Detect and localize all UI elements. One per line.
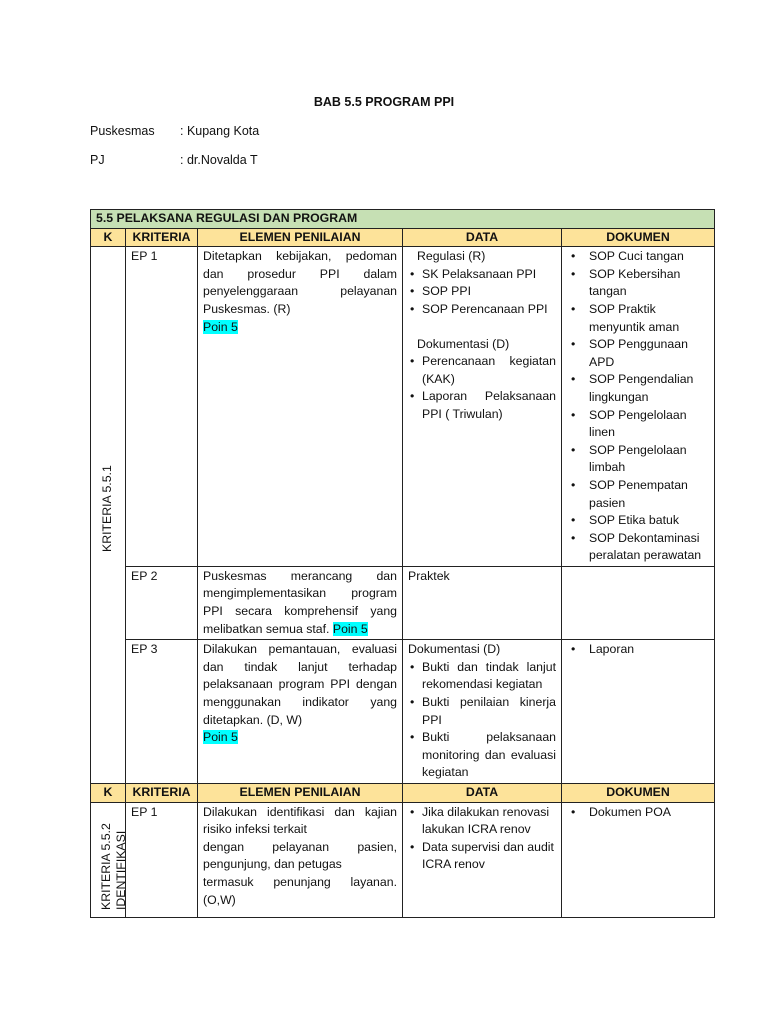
ep3-data-title: Dokumentasi (D) [408,642,501,657]
ep2-text: Puskesmas merancang dan mengimplementasikan program PPI secara komprehensif yang melibatkan semua staf. [203,568,397,636]
kriteria-5-5-2-cell [91,802,126,917]
header-data: DATA [403,784,562,803]
list-item: • SOP PPI [408,283,556,301]
ep4-dokumen [562,802,715,917]
pj-value: : dr.Novalda T [180,153,258,167]
ep3-code: EP 3 [126,640,198,784]
table-row-552-ep1 [91,802,715,917]
ep1-dokumen-list [567,248,709,565]
kriteria-5-5-2-label: KRITERIA 5.5.2 IDENTIFIKASI [99,822,128,910]
pj-label: PJ [90,153,105,167]
ep4-data [403,802,562,917]
ep1-poin: Poin 5 [203,319,238,334]
list-item: • Perencanaan kegiatan (KAK) [408,353,556,388]
list-item: • SOP Pengelolaan linen [567,407,709,442]
list-item: • SOP Dekontaminasi peralatan perawatan [567,530,709,565]
header-elemen: ELEMEN PENILAIAN [198,784,403,803]
ep1-text: Ditetapkan kebijakan, pedoman dan prosedur PPI dalam penyelenggaraan pelayanan Puskesmas. (R) [203,249,397,316]
program-table [90,209,715,918]
list-item: • SOP Kebersihan tangan [567,266,709,301]
table-row-ep3 [91,640,715,784]
ep1-regulasi-list [408,266,556,319]
ep3-poin: Poin 5 [203,730,238,745]
list-item: • SOP Penggunaan APD [567,336,709,371]
ep4-text-3: termasuk penunjang layanan. (O,W) [203,874,397,907]
ep1-elemen [198,247,403,567]
header-kriteria: KRITERIA [126,784,198,803]
ep2-elemen [198,566,403,639]
ep4-text-2: dengan pelayanan pasien, pengunjung, dan petugas [203,839,397,872]
list-item: • Dokumen POA [567,804,709,822]
list-item: • Bukti penilaian kinerja PPI [408,694,556,729]
puskesmas-label: Puskesmas [90,124,155,138]
ep2-code: EP 2 [126,566,198,639]
list-item: • Laporan [567,641,709,659]
list-item: • SOP Praktik menyuntik aman [567,301,709,336]
ep3-elemen [198,640,403,784]
list-item: • Jika dilakukan renovasi lakukan ICRA renov [408,804,556,839]
list-item: • Laporan Pelaksanaan PPI ( Triwulan) [408,388,556,423]
list-item: • Bukti pelaksanaan monitoring dan evaluasi kegiatan [408,729,556,782]
ep4-elemen [198,802,403,917]
ep2-data: Praktek [403,566,562,639]
ep4-code: EP 1 [126,802,198,917]
ep4-data-list [408,804,556,874]
kriteria-5-5-1-cell [91,247,126,784]
header-dokumen: DOKUMEN [562,228,715,247]
header-kriteria: KRITERIA [126,228,198,247]
ep3-dokumen [562,640,715,784]
ep3-dokumen-list [567,641,709,659]
ep1-data [403,247,562,567]
list-item: • Bukti dan tindak lanjut rekomendasi kegiatan [408,659,556,694]
list-item: • SOP Pengendalian lingkungan [567,371,709,406]
puskesmas-value: : Kupang Kota [180,124,260,138]
ep1-code: EP 1 [126,247,198,567]
list-item: • SOP Pengelolaan limbah [567,442,709,477]
list-item: • SOP Cuci tangan [567,248,709,266]
table-row-ep2 [91,566,715,639]
ep3-data [403,640,562,784]
section-title: 5.5 PELAKSANA REGULASI DAN PROGRAM [91,210,715,229]
ep2-dokumen [562,566,715,639]
header-k: K [91,228,126,247]
table-row-ep1 [91,247,715,567]
ep2-poin: Poin 5 [332,621,368,636]
puskesmas-row [90,124,259,138]
page-title: BAB 5.5 PROGRAM PPI [313,95,455,109]
ep1-dokumen [562,247,715,567]
header-row [91,228,715,247]
list-item: • SOP Etika batuk [567,512,709,530]
pj-row [90,153,258,167]
ep3-data-list [408,659,556,782]
ep4-dokumen-list [567,804,709,822]
header-k: K [91,784,126,803]
kriteria-5-5-1-label: KRITERIA 5.5.1 [100,465,114,553]
ep1-dokumentasi-list [408,353,556,423]
header-dokumen: DOKUMEN [562,784,715,803]
ep1-dokumentasi-title: Dokumentasi (D) [417,336,510,351]
ep3-text: Dilakukan pemantauan, evaluasi dan tindak lanjut terhadap pelaksanaan program PPI dengan menggunakan indikator yang ditetapkan. (D, W) [203,642,397,727]
header-data: DATA [403,228,562,247]
ep4-text-1: Dilakukan identifikasi dan kajian risiko infeksi terkait [203,804,397,837]
list-item: • Data supervisi dan audit ICRA renov [408,839,556,874]
list-item: • SK Pelaksanaan PPI [408,266,556,284]
header-elemen: ELEMEN PENILAIAN [198,228,403,247]
list-item: • SOP Penempatan pasien [567,477,709,512]
list-item: • SOP Perencanaan PPI [408,301,556,319]
header-row-2 [91,784,715,803]
ep1-regulasi-title: Regulasi (R) [417,249,486,264]
